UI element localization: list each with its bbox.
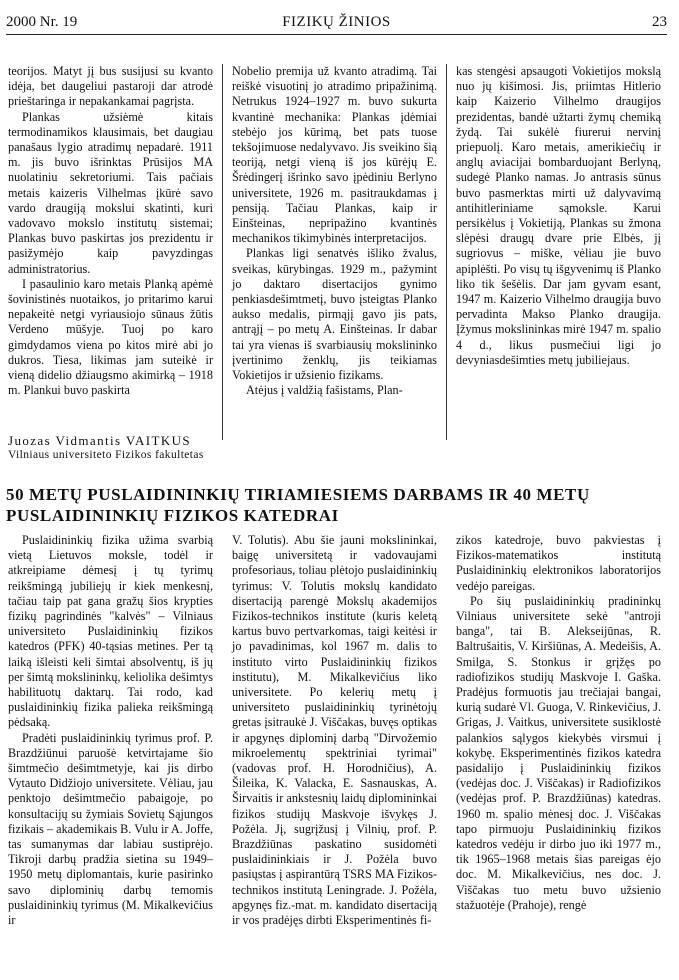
issue-number: 2000 Nr. 19 xyxy=(6,14,78,30)
page-number: 23 xyxy=(652,14,667,30)
article-column-1 xyxy=(8,64,213,398)
paragraph: Pradėti puslaidininkių tyrimus prof. P. Brazdžiūnui paruošė ketvirtajame šio šimtmečio dešimtmetyje, kai jis dirbo Vytauto Didžiojo universitete. Vėliau, jau penktojo dešimtmečio pabaigoje, po konsultacijų su žymiais Sovietų Sąjungos fizikais – akademikais B. Vulu ir A. Joffe, tas sumanymas dar labiau sustiprėjo. Tikroji darbų pradžia sietina su 1949–1950 metų diplomantais, kurie pasirinko savo diplominių darbų temomis puslaidininkių tyrimus (M. Mikalkevičius ir xyxy=(8,730,213,928)
author-affiliation: Vilniaus universiteto Fizikos fakultetas xyxy=(8,449,204,461)
paragraph: Po šių puslaidininkių pradininkų Vilniaus universitete sekė "antroji banga", tai B. Alekseijūnas, R. Baltrušaitis, V. Kiršiūnas, A. Medeišis, A. Smilga, S. Stonkus ir grįžęs po radiofizikos studijų Maskvoje I. Gaška. Pradėjus formuotis jau trečiajai bangai, kurią sudarė Vl. Guoga, V. Rinkevičius, J. Grigas, J. Vaitkus, universitete susiklostė palankios sąlygos kiekybės virsmui į kokybę. Eksperimentinės fizikos katedra pasidalijo į Puslaidininkių fizikos (vedėjas doc. J. Viščakas) ir Radiofizikos (vedėjas prof. P. Brazdžiūnas) katedras. 1960 m. spalio mėnesį doc. J. Viščakas tapo pirmuoju Puslaidininkių fizikos katedros vedėju ir dirbo juo iki 1977 m., tik 1965–1968 metais šias pareigas ėjo doc. M. Mikalkevičius, nes doc. J. Viščakas tuo metu buvo užsienio stažuotėje (Prahoje), rengė xyxy=(456,593,661,912)
headline-line-1: 50 METŲ PUSLAIDININKIŲ TIRIAMIESIEMS DARBAMS IR 40 METŲ xyxy=(6,485,590,504)
article-column-3 xyxy=(456,64,661,368)
page-header xyxy=(6,12,667,35)
paragraph: zikos katedroje, buvo pakviestas į Fizikos-matematikos institutą Puslaidininkių elektronikos laboratorijos vedėjo pareigas. xyxy=(456,533,661,593)
article-headline xyxy=(6,484,669,526)
article2-column-2 xyxy=(232,533,437,928)
headline-line-2: PUSLAIDININKIŲ FIZIKOS KATEDRAI xyxy=(6,506,339,525)
column-divider xyxy=(446,64,447,440)
paragraph: Plankas ligi senatvės išliko žvalus, sveikas, kūrybingas. 1929 m., pažymint jo daktaro disertacijos gynimo penkiasdešimtmetį, buvo įsteigtas Planko aukso medalis, pirmąjį gavo jis pats, antrąjį – po metų A. Einšteinas. Ir dabar tai yra vienas iš svarbiausių mokslininko įvertinimo ženklų, jis teikiamas Vokietijos ir užsienio fizikams. xyxy=(232,246,437,383)
paragraph: Atėjus į valdžią fašistams, Plan- xyxy=(246,383,403,398)
author-name: Juozas Vidmantis VAITKUS xyxy=(8,433,192,448)
paragraph: Puslaidininkių fizika užima svarbią vietą Lietuvos moksle, todėl ir atkreipiame dėmesį į tų tyrimų reikšmingą jubiliejų ir kiek menkesnį, tačiau taip pat gana gražų šios krypties fizikų pagrindinės "kalvės" – Vilniaus universiteto Puslaidininkių fizikos katedros (PFK) 40-tąsias metines. Per tą laiką išleisti keli šimtai absolventų, iš jų per šimtą mokslininkų, keliolika dešimtys habilituotų daktarų. Tai rodo, kad puslaidininkių fizika palieka reikšmingą pėdsaką. xyxy=(8,533,213,730)
paragraph: kas stengėsi apsaugoti Vokietijos mokslą nuo jų kišimosi. Jis, priimtas Hitlerio kaip Kaizerio Vilhelmo draugijos prezidentas, bandė užtarti žymų chemiką žydą. Tai sukėlė fiurerui nervinį priepuolį. Karo metais, amerikiečių ir anglų aviacijai bombarduojant Berlyną, sudegė Planko namas. Jo antrasis sūnus buvo pasmerktas mirti už dalyvavimą antihitleriniame sąmokslе. Karui persikėlus į Vokietiją, Plankas su žmona slėpėsi draugų dvare prie Elbės, jį sugriovus – miške, vėliau jie buvo apiplėšti. Po visų tų išgyvenimų iš Planko liko tik šešėlis. Dar jam gyvam esant, 1947 m. Kaizerio Vilhelmo draugija buvo pervadinta Makso Planko draugija. Įžymus mokslininkas mirė 1947 m. spalio 4 d., likus pusmečiui ligi jo devyniasdešimties metų jubiliejaus. xyxy=(456,64,661,367)
paragraph: Plankas užsiėmė kitais termodinamikos klausimais, bet daugiau panašaus lygio atradimų nepadarė. 1911 m. jis buvo išrinktas Prūsijos MA nuolatiniu sekretoriumi. Tais pačiais metais kaizeris Vilhelmas įkūrė savo vardo draugiją mokslui skatinti, kuri vadovavo mokslo institutų sistemai; Plankas buvo paskirtas jos prezidentu ir pasižymėjo kaip pavyzdingas administratorius. xyxy=(8,109,213,276)
article2-column-3 xyxy=(456,533,661,913)
paragraph: teorijos. Matyt jį bus susijusi su kvanto idėja, bet daugeliui pastaroji dar atrodė prieštaringa ir nepakankamai pagrįsta. xyxy=(8,64,213,109)
paragraph: I pasaulinio karo metais Planką apėmė šovinistinės nuotaikos, jo pritarimo karui nepakeitė netgi vyriausiojo sūnaus žūtis Verdeno mūšyje. Tuoj po karo gimdydamos viena po kitos mirė abi jo dukros. Tiesa, likimas jam suteikė ir vieną didelio džiaugsmo akimirką – 1918 m. Plankui buvo paskirta xyxy=(8,276,213,398)
author-block xyxy=(8,433,204,463)
paragraph: Nobelio premija už kvanto atradimą. Tai reiškė visuotinį jo atradimo pripažinimą. Netrukus 1924–1927 m. buvo sukurta kvantinė mechanika: Plankas įdėmiai stebėjo jos kūrimą, bet pats tuose tekšojimuose nedalyvavo. Jis sveikino šią teoriją, netgi vieną iš jos kūrėjų E. Šrėdingerį išrinko savo įpėdiniu Berlyno universitete, 1926 m. pasitraukdamas į pensiją. Tačiau Plankas, kaip ir Einšteinas, nepripažino kvantinės mechanikos tikimybinės interpretacijos. xyxy=(232,64,437,246)
column-divider xyxy=(222,64,223,440)
journal-title: FIZIKŲ ŽINIOS xyxy=(282,14,391,30)
article2-column-1 xyxy=(8,533,213,928)
paragraph: V. Tolutis). Abu šie jauni mokslininkai, baigę universitetą ir vadovaujami profesoriaus, toliau plėtojo puslaidininkių tyrimus: V. Tolutis mokslų kandidato disertaciją parengė Mokslų akademijos Fizikos-technikos institute (kuris keletą kartus buvo pertvarkomas, taigi keitėsi ir jo pavadinimas, kol 1967 m. dalis to instituto virto Puslaidininkių fizikos institutu), M. Mikalkevičius liko universitete. Po kelerių metų į universiteto puslaidininkių tyrinėtojų gretas įsitraukė J. Viščakas, buvęs optikas ir apgynęs diplominį darbą "Dirvožemio mikroelementų spektriniai tyrimai" (vadovas prof. H. Horodničius), A. Šileika, K. Valacka, E. Sasnauskas, A. Širvaitis ir ankstesnių laidų diplomininkai fizikos studijų Maskvoje išvykęs J. Požėla. Jį, sugrįžusį į Vilnių, prof. P. Brazdžiūnas paskatino susidomėti puslaidininkiais ir J. Požėla buvo pasiųstas į aspirantūrą TSRS MA Fizikos-technikos institutą Leningrade. J. Požėla, apgynęs fiz.-mat. m. kandidato disertaciją ir vos pradėjęs dirbti Eksperimentinės fi- xyxy=(232,533,437,928)
article-column-2 xyxy=(232,64,437,398)
